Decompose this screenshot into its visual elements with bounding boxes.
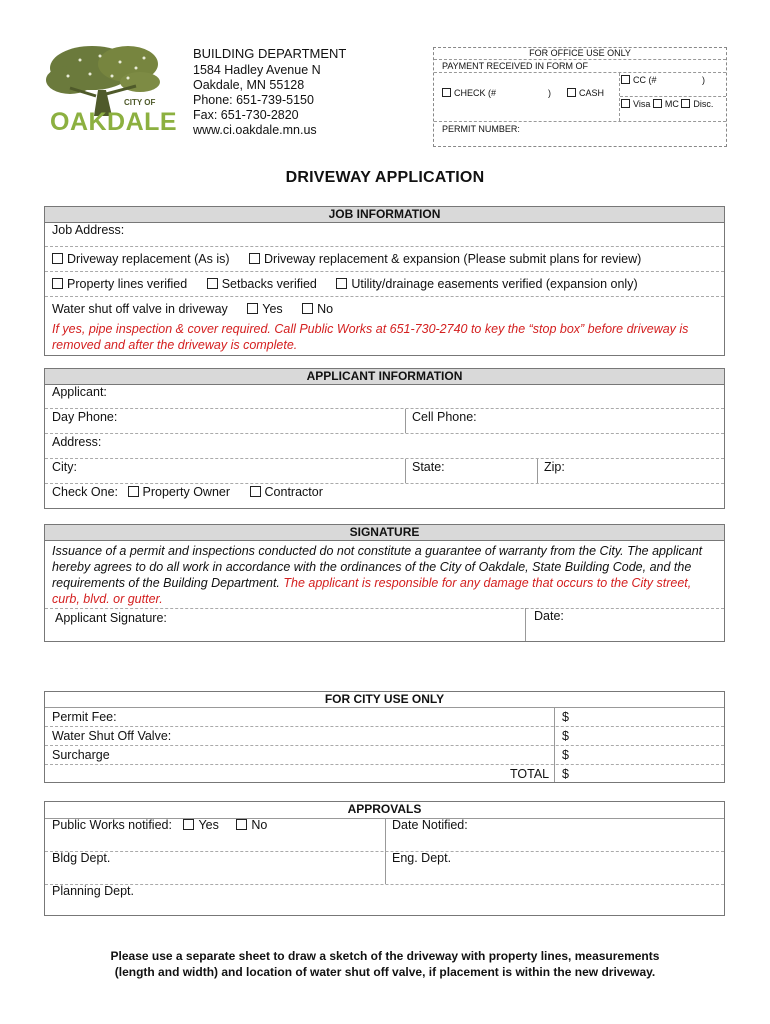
permit-number: PERMIT NUMBER: xyxy=(442,124,520,134)
department-address xyxy=(193,46,346,138)
city-logo xyxy=(40,38,178,138)
check-one-row: Check One: Property Owner Contractor xyxy=(52,485,323,499)
checkbox-icon[interactable] xyxy=(681,99,690,108)
divider xyxy=(620,96,726,97)
pw-no[interactable]: No xyxy=(236,818,267,832)
signature-terms: Issuance of a permit and inspections conducted do not constitute a guarantee of warranty from the City. The applicant hereby agrees to do all work in accordance with the ordinances of the City of Oakdale, State Building Code, and the requirements of the Building Department. The applicant is responsible for any damage that occurs to the City street, curb, blvd. or gutter. xyxy=(52,544,703,606)
checkbox-icon[interactable] xyxy=(302,303,313,314)
city-row xyxy=(45,459,724,484)
check-close: ) xyxy=(548,88,551,98)
opt-lines[interactable]: Property lines verified xyxy=(52,277,187,291)
phone: Phone: 651-739-5150 xyxy=(193,93,314,107)
checkbox-icon[interactable] xyxy=(52,278,63,289)
applicant-field[interactable]: Applicant: xyxy=(45,384,724,409)
total-value[interactable]: $ xyxy=(562,767,569,781)
total-label: TOTAL xyxy=(510,767,550,781)
eng-dept-field[interactable]: Eng. Dept. xyxy=(392,851,452,865)
address-line1: 1584 Hadley Avenue N xyxy=(193,63,321,77)
valve-row: Water shut off valve in driveway Yes No xyxy=(52,302,334,316)
bldg-dept-field[interactable]: Bldg Dept. xyxy=(52,851,111,865)
valve-no[interactable]: No xyxy=(302,302,333,316)
checkbox-icon[interactable] xyxy=(621,75,630,84)
valve-yes[interactable]: Yes xyxy=(247,302,282,316)
applicant-information-section xyxy=(44,368,725,509)
day-phone-field[interactable]: Day Phone: xyxy=(52,410,118,424)
cash-option[interactable]: CASH xyxy=(567,88,604,98)
address-field[interactable]: Address: xyxy=(45,434,724,459)
website[interactable]: www.ci.oakdale.mn.us xyxy=(193,123,317,137)
approvals-section xyxy=(44,801,725,916)
checkbox-icon[interactable] xyxy=(621,99,630,108)
checkbox-icon[interactable] xyxy=(336,278,347,289)
checkbox-icon[interactable] xyxy=(207,278,218,289)
date-notified-field[interactable]: Date Notified: xyxy=(392,818,468,832)
cc-option[interactable]: CC (# xyxy=(621,75,657,85)
pw-yes[interactable]: Yes xyxy=(183,818,218,832)
state-field[interactable]: State: xyxy=(412,460,445,474)
office-title: FOR OFFICE USE ONLY xyxy=(434,48,726,60)
checkbox-icon[interactable] xyxy=(247,303,258,314)
opt-utility[interactable]: Utility/drainage easements verified (expansion only) xyxy=(336,277,637,291)
public-works-row: Public Works notified: Yes No xyxy=(52,818,268,832)
cc-close: ) xyxy=(702,75,705,85)
job-information-header: JOB INFORMATION xyxy=(45,207,724,223)
divider xyxy=(434,121,726,122)
checkbox-icon[interactable] xyxy=(442,88,451,97)
water-valve-label: Water Shut Off Valve: xyxy=(52,729,172,743)
applicant-signature-field[interactable]: Applicant Signature: xyxy=(55,611,167,625)
zip-field[interactable]: Zip: xyxy=(544,460,565,474)
checkbox-icon[interactable] xyxy=(567,88,576,97)
permit-fee-value[interactable]: $ xyxy=(562,710,569,724)
water-valve-value[interactable]: $ xyxy=(562,729,569,743)
check-option[interactable]: CHECK (# xyxy=(442,88,496,98)
city-use-section xyxy=(44,691,725,783)
surcharge-label: Surcharge xyxy=(52,748,110,762)
applicant-information-header: APPLICANT INFORMATION xyxy=(45,369,724,385)
address-line2: Oakdale, MN 55128 xyxy=(193,78,305,92)
checkbox-icon[interactable] xyxy=(653,99,662,108)
signature-section xyxy=(44,524,725,642)
page-title: DRIVEWAY APPLICATION xyxy=(285,169,485,186)
sketch-instructions: Please use a separate sheet to draw a sketch of the driveway with property lines, measurements (length and width) and location of water shut off valve, if placement is within the new driveway. xyxy=(110,949,660,979)
checkbox-icon[interactable] xyxy=(250,486,261,497)
opt-replace[interactable]: Driveway replacement (As is) xyxy=(52,252,230,266)
checkbox-icon[interactable] xyxy=(52,253,63,264)
opt-owner[interactable]: Property Owner xyxy=(128,485,231,499)
signature-date-field[interactable]: Date: xyxy=(534,609,564,623)
city-field[interactable]: City: xyxy=(52,460,77,474)
permit-fee-label: Permit Fee: xyxy=(52,710,117,724)
office-use-box xyxy=(433,47,727,147)
opt-expand[interactable]: Driveway replacement & expansion (Please submit plans for review) xyxy=(249,252,641,266)
fax: Fax: 651-730-2820 xyxy=(193,108,299,122)
surcharge-value[interactable]: $ xyxy=(562,748,569,762)
checkbox-icon[interactable] xyxy=(183,819,194,830)
verify-options-row xyxy=(45,272,724,297)
approvals-header: APPROVALS xyxy=(45,802,724,817)
job-information-section xyxy=(44,206,725,356)
department-name: BUILDING DEPARTMENT xyxy=(193,46,347,61)
phone-row xyxy=(45,409,724,434)
logo-city-of: CITY OF xyxy=(124,98,156,107)
opt-setbacks[interactable]: Setbacks verified xyxy=(207,277,317,291)
payment-label: PAYMENT RECEIVED IN FORM OF xyxy=(434,60,726,73)
driveway-options-row xyxy=(45,247,724,272)
city-use-header: FOR CITY USE ONLY xyxy=(45,692,724,707)
card-types[interactable]: Visa MC Disc. xyxy=(621,99,713,109)
signature-header: SIGNATURE xyxy=(45,525,724,541)
job-address-field[interactable]: Job Address: xyxy=(45,222,724,247)
checkbox-icon[interactable] xyxy=(236,819,247,830)
cell-phone-field[interactable]: Cell Phone: xyxy=(412,410,477,424)
logo-oakdale: OAKDALE xyxy=(50,108,178,136)
pipe-inspection-note: If yes, pipe inspection & cover required. Call Public Works at 651-730-2740 to key the “stop box” before driveway is removed and after the driveway is complete. xyxy=(52,322,689,352)
opt-contractor[interactable]: Contractor xyxy=(250,485,323,499)
planning-dept-field[interactable]: Planning Dept. xyxy=(52,884,135,898)
checkbox-icon[interactable] xyxy=(128,486,139,497)
checkbox-icon[interactable] xyxy=(249,253,260,264)
